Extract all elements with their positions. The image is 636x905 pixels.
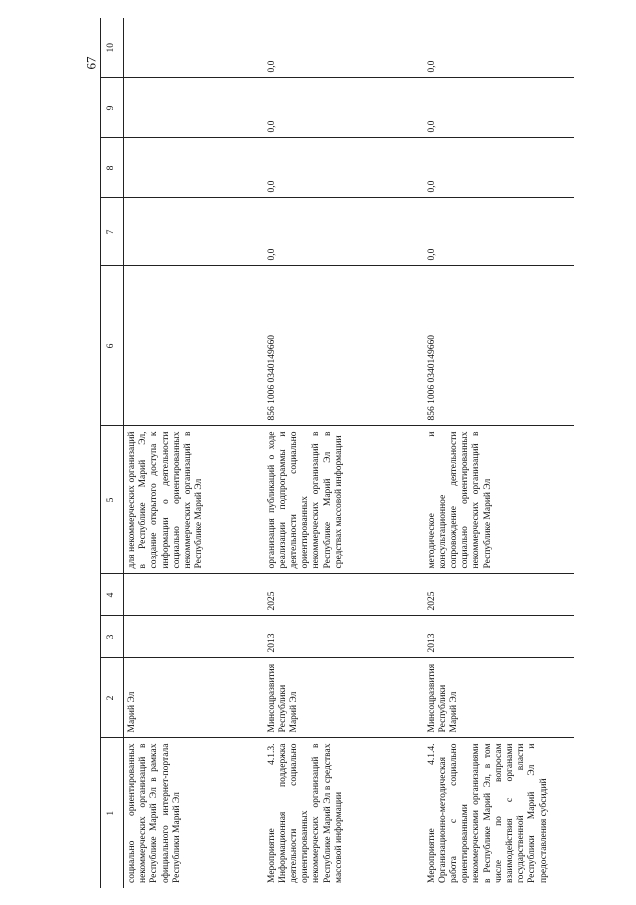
column-header: 10: [101, 18, 124, 78]
value-cell: [124, 198, 264, 266]
start-year-cell: [124, 616, 264, 658]
column-header: 6: [101, 266, 124, 426]
executor-cell: Минсоцразвития Республики Марий Эл: [424, 658, 574, 738]
value-cell: 0,0: [424, 198, 574, 266]
activity-name-cell: социально ориентированных некоммерческих организаций в Республике Марий Эл в рамках официального интернет-портала Республики Марий Эл: [127, 743, 182, 883]
start-year-cell: 2013: [264, 616, 424, 658]
activity-name-cell: Мероприятие 4.1.3. Информационная поддержка деятельности социально ориентированных некоммерческих организаций в Республике Марий Эл в средствах массовой информации: [266, 743, 344, 883]
activity-name-cell: Мероприятие 4.1.4. Организационно-методическая работа с социально ориентированными некоммерческими организациями в Республике Марий Эл, в том числе по вопросам взаимодействия с органами государственной власти Республики Марий Эл и предоставления субсидий: [426, 743, 549, 883]
value-cell: 0,0: [424, 138, 574, 198]
budget-code-cell: 856 1006 0340149660: [264, 266, 424, 426]
end-year-cell: 2025: [264, 574, 424, 616]
rotated-table-page: [100, 18, 560, 888]
end-year-cell: 2025: [424, 574, 574, 616]
column-header: 9: [101, 78, 124, 138]
column-number-header-row: [101, 18, 124, 888]
end-year-cell: [124, 574, 264, 616]
budget-code-cell: 856 1006 0340149660: [424, 266, 574, 426]
start-year-cell: 2013: [424, 616, 574, 658]
program-activities-table: [100, 18, 574, 888]
value-cell: 0,0: [424, 78, 574, 138]
value-cell: 0,0: [264, 198, 424, 266]
page-number: 67: [83, 56, 99, 70]
expected-result-cell: методическое и консультационное сопровождение деятельности социально ориентированных некоммерческих организаций в Республике Марий Эл: [424, 426, 574, 574]
column-header: 8: [101, 138, 124, 198]
table-row: [124, 18, 264, 888]
value-cell: 0,0: [264, 18, 424, 78]
column-header: 3: [101, 616, 124, 658]
column-header: 5: [101, 426, 124, 574]
value-cell: 0,0: [264, 138, 424, 198]
executor-cell: Минсоцразвития Республики Марий Эл: [264, 658, 424, 738]
column-header: 1: [101, 738, 124, 888]
value-cell: [124, 18, 264, 78]
column-header: 7: [101, 198, 124, 266]
expected-result-cell: для некоммерческих организаций в Республике Марий Эл, создание открытого доступа к информации о деятельности социально ориентированных некоммерческих организаций в Республике Марий Эл: [124, 426, 264, 574]
table-row: [264, 18, 424, 888]
value-cell: [124, 138, 264, 198]
column-header: 4: [101, 574, 124, 616]
column-header: 2: [101, 658, 124, 738]
budget-code-cell: [124, 266, 264, 426]
expected-result-cell: организация публикаций о ходе реализации подпрограммы и деятельности социально ориентированных некоммерческих организаций в Республике Марий Эл в средствах массовой информации: [264, 426, 424, 574]
executor-cell: Марий Эл: [124, 658, 264, 738]
value-cell: [124, 78, 264, 138]
value-cell: 0,0: [424, 18, 574, 78]
table-row: [424, 18, 574, 888]
value-cell: 0,0: [264, 78, 424, 138]
